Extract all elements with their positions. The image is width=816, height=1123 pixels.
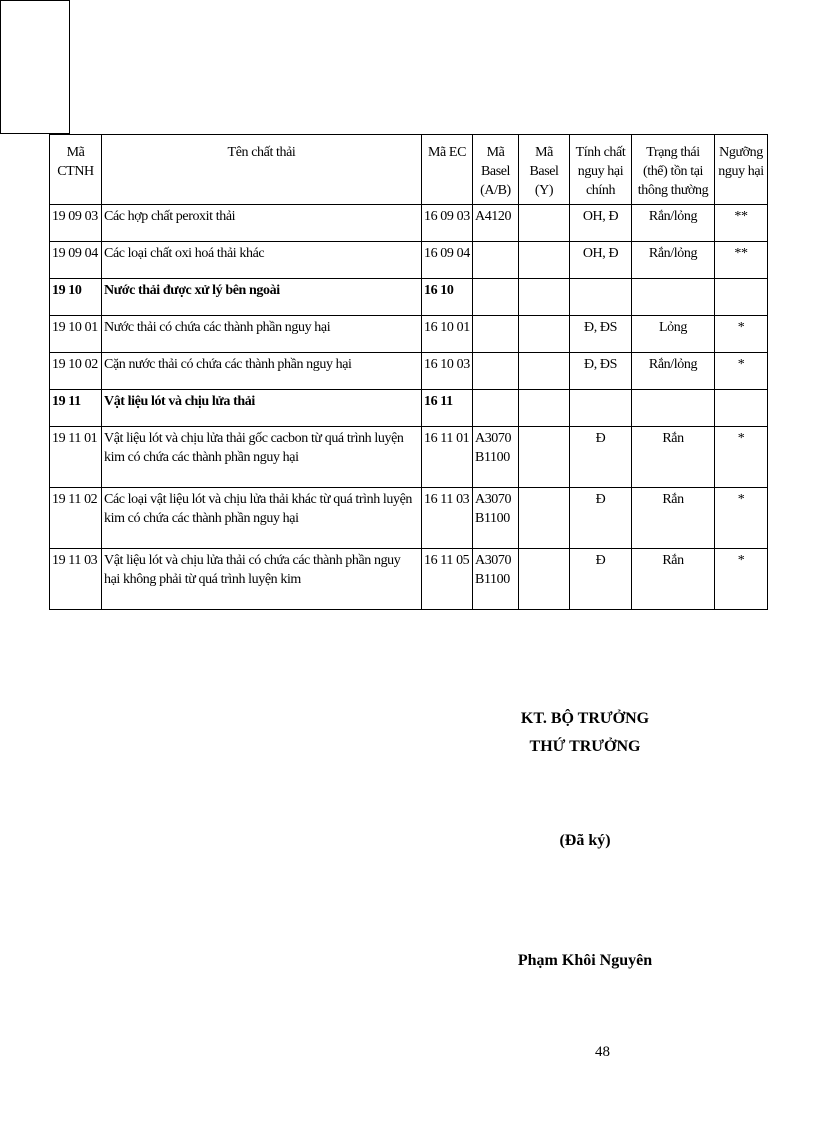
page-number: 48 xyxy=(595,1044,610,1060)
row-name: Các loại vật liệu lót và chịu lửa thải khác từ quá trình luyện kim có chứa các thành phần nguy hại xyxy=(102,488,422,549)
row-state: Rắn/lỏng xyxy=(632,242,715,279)
row-code: 19 09 03 xyxy=(50,205,102,242)
row-property: OH, Đ xyxy=(570,205,632,242)
row-state: Rắn/lỏng xyxy=(632,353,715,390)
row-basel-ab: A4120 xyxy=(473,205,519,242)
row-basel-y xyxy=(519,279,570,316)
row-basel-ab: A3070 B1100 xyxy=(473,549,519,610)
row-basel-y xyxy=(519,205,570,242)
row-property: Đ xyxy=(570,427,632,488)
row-name: Nước thải có chứa các thành phần nguy hại xyxy=(102,316,422,353)
row-threshold: * xyxy=(715,353,768,390)
row-state: Rắn xyxy=(632,549,715,610)
row-property xyxy=(570,390,632,427)
row-ec: 16 09 03 xyxy=(422,205,473,242)
row-state xyxy=(632,279,715,316)
row-state: Rắn/lỏng xyxy=(632,205,715,242)
hazardous-waste-table xyxy=(49,134,768,610)
row-basel-ab xyxy=(473,242,519,279)
row-basel-ab xyxy=(473,353,519,390)
row-threshold: ** xyxy=(715,242,768,279)
row-basel-ab: A3070 B1100 xyxy=(473,488,519,549)
header-basel-ab: Mã Basel (A/B) xyxy=(473,135,519,205)
row-basel-y xyxy=(519,353,570,390)
row-basel-y xyxy=(519,488,570,549)
header-ctnh-code: Mã CTNH xyxy=(50,135,102,205)
row-property: Đ xyxy=(570,488,632,549)
header-waste-name: Tên chất thải xyxy=(102,135,422,205)
row-code: 19 10 xyxy=(50,279,102,316)
row-code: 19 09 04 xyxy=(50,242,102,279)
row-ec: 16 10 xyxy=(422,279,473,316)
row-basel-ab xyxy=(473,316,519,353)
table-group-row xyxy=(50,279,768,316)
row-basel-ab xyxy=(473,279,519,316)
row-state: Rắn xyxy=(632,488,715,549)
row-name: Cặn nước thải có chứa các thành phần nguy hại xyxy=(102,353,422,390)
row-code: 19 11 01 xyxy=(50,427,102,488)
row-basel-y xyxy=(519,549,570,610)
row-property: OH, Đ xyxy=(570,242,632,279)
header-state: Trạng thái (thể) tồn tại thông thường xyxy=(632,135,715,205)
row-ec: 16 11 xyxy=(422,390,473,427)
row-threshold: * xyxy=(715,488,768,549)
corner-frame xyxy=(0,0,70,134)
row-threshold xyxy=(715,390,768,427)
table-group-row xyxy=(50,390,768,427)
table-row xyxy=(50,549,768,610)
row-property: Đ xyxy=(570,549,632,610)
signature-title-line1: KT. BỘ TRƯỞNG xyxy=(520,710,650,727)
header-basel-y: Mã Basel (Y) xyxy=(519,135,570,205)
row-name: Vật liệu lót và chịu lửa thải gốc cacbon từ quá trình luyện kim có chứa các thành phần nguy hại xyxy=(102,427,422,488)
header-threshold: Ngưỡng nguy hại xyxy=(715,135,768,205)
row-property: Đ, ĐS xyxy=(570,316,632,353)
row-ec: 16 10 01 xyxy=(422,316,473,353)
row-state: Rắn xyxy=(632,427,715,488)
table-header-row xyxy=(50,135,768,205)
table-row xyxy=(50,488,768,549)
row-name: Các loại chất oxi hoá thải khác xyxy=(102,242,422,279)
row-ec: 16 11 03 xyxy=(422,488,473,549)
signature-signed-note: (Đã ký) xyxy=(559,832,611,849)
row-basel-ab: A3070 B1100 xyxy=(473,427,519,488)
table-row xyxy=(50,205,768,242)
row-name: Nước thải được xử lý bên ngoài xyxy=(102,279,422,316)
row-property xyxy=(570,279,632,316)
table-row xyxy=(50,316,768,353)
row-name: Vật liệu lót và chịu lửa thải xyxy=(102,390,422,427)
row-name: Các hợp chất peroxit thải xyxy=(102,205,422,242)
row-name: Vật liệu lót và chịu lửa thải có chứa các thành phần nguy hại không phải từ quá trình luyện kim xyxy=(102,549,422,610)
row-ec: 16 11 05 xyxy=(422,549,473,610)
row-basel-y xyxy=(519,242,570,279)
row-basel-ab xyxy=(473,390,519,427)
row-code: 19 10 02 xyxy=(50,353,102,390)
row-threshold: * xyxy=(715,549,768,610)
signature-title-line2: THỨ TRƯỞNG xyxy=(529,738,641,755)
table-row xyxy=(50,242,768,279)
table-row xyxy=(50,427,768,488)
row-code: 19 11 02 xyxy=(50,488,102,549)
row-threshold: * xyxy=(715,427,768,488)
row-code: 19 11 03 xyxy=(50,549,102,610)
header-ec-code: Mã EC xyxy=(422,135,473,205)
row-state xyxy=(632,390,715,427)
row-threshold xyxy=(715,279,768,316)
row-threshold: ** xyxy=(715,205,768,242)
row-basel-y xyxy=(519,427,570,488)
row-basel-y xyxy=(519,390,570,427)
row-threshold: * xyxy=(715,316,768,353)
row-ec: 16 11 01 xyxy=(422,427,473,488)
row-ec: 16 10 03 xyxy=(422,353,473,390)
row-property: Đ, ĐS xyxy=(570,353,632,390)
table-row xyxy=(50,353,768,390)
signatory-name: Phạm Khôi Nguyên xyxy=(517,952,653,969)
header-hazard-property: Tính chất nguy hại chính xyxy=(570,135,632,205)
row-code: 19 10 01 xyxy=(50,316,102,353)
row-basel-y xyxy=(519,316,570,353)
row-code: 19 11 xyxy=(50,390,102,427)
row-ec: 16 09 04 xyxy=(422,242,473,279)
row-state: Lỏng xyxy=(632,316,715,353)
